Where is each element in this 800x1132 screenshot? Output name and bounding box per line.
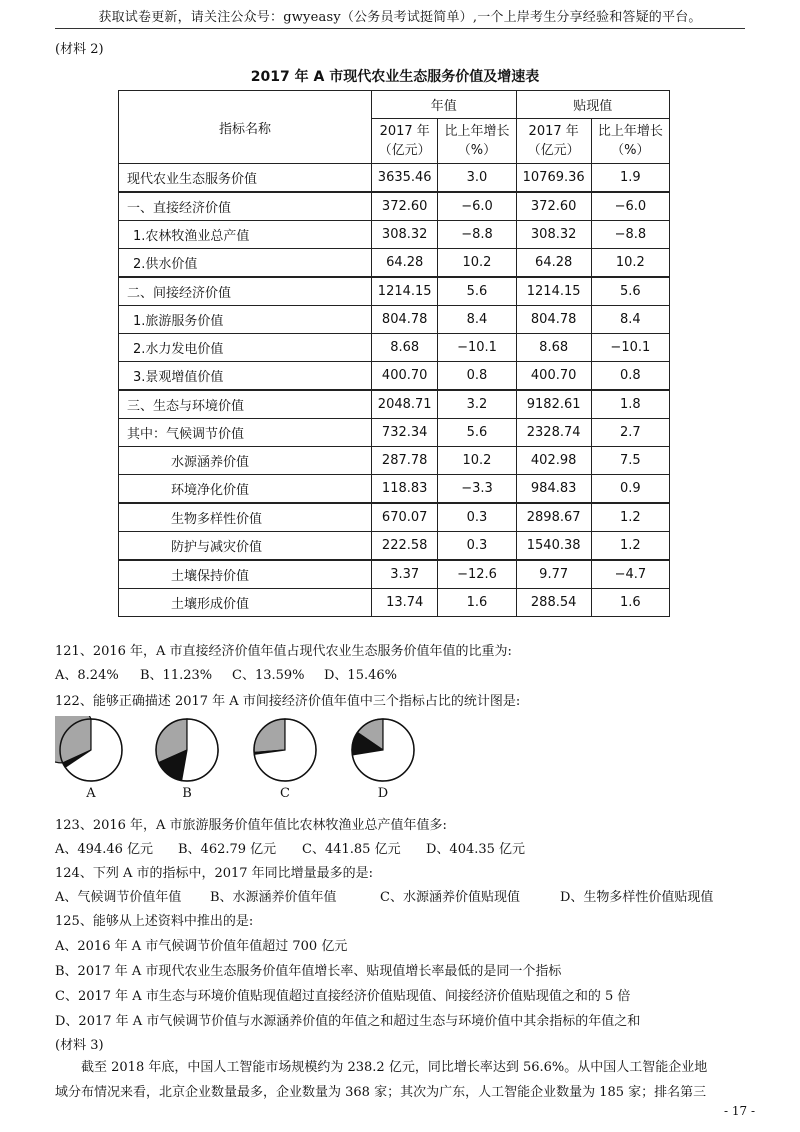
row-discounted-value: 372.60 (516, 192, 591, 221)
row-annual-value: 287.78 (372, 447, 438, 475)
question-121-option-d[interactable]: D、15.46% (324, 668, 397, 683)
row-annual-value: 308.32 (372, 221, 438, 249)
question-123-stem: 123、2016 年，A 市旅游服务价值年值比农林牧渔业总产值年值多: (55, 818, 447, 833)
row-discounted-value: 804.78 (516, 306, 591, 334)
row-annual-value: 804.78 (372, 306, 438, 334)
question-125-option-c[interactable]: C、2017 年 A 市生态与环境价值贴现值超过直接经济价值贴现值、间接经济价值贴现值之和的 5 倍 (55, 989, 631, 1004)
row-discounted-value: 402.98 (516, 447, 591, 475)
table-row (119, 362, 670, 391)
row-discounted-growth: −6.0 (591, 192, 669, 221)
row-discounted-value: 2328.74 (516, 419, 591, 447)
row-indicator-name: 1.农林牧渔业总产值 (119, 221, 372, 249)
question-121-option-b[interactable]: B、11.23% (140, 668, 213, 683)
row-discounted-growth: 1.2 (591, 503, 669, 532)
row-discounted-value: 984.83 (516, 475, 591, 504)
pie-chart-d[interactable] (352, 719, 414, 781)
row-indicator-name: 一、直接经济价值 (119, 192, 372, 221)
question-121-option-a[interactable]: A、8.24% (55, 668, 119, 683)
row-indicator-name: 二、间接经济价值 (119, 277, 372, 306)
row-annual-growth: −12.6 (438, 560, 516, 589)
row-annual-growth: 1.6 (438, 589, 516, 617)
question-123-option-d[interactable]: D、404.35 亿元 (426, 842, 526, 857)
row-discounted-growth: 1.2 (591, 532, 669, 561)
question-125-option-d[interactable]: D、2017 年 A 市气候调节价值与水源涵养价值的年值之和超过生态与环境价值中其余指标的年值之和 (55, 1014, 641, 1029)
row-annual-growth: 0.3 (438, 532, 516, 561)
row-indicator-name: 水源涵养价值 (119, 447, 372, 475)
col-group-discounted: 贴现值 (516, 91, 669, 119)
row-discounted-growth: 1.6 (591, 589, 669, 617)
material-2-label: (材料 2) (55, 42, 104, 57)
row-annual-value: 222.58 (372, 532, 438, 561)
col-discounted-growth: 比上年增长 （%） (591, 119, 669, 164)
row-annual-growth: −3.3 (438, 475, 516, 504)
row-annual-value: 8.68 (372, 334, 438, 362)
question-123-option-a[interactable]: A、494.46 亿元 (55, 842, 154, 857)
question-121-option-c[interactable]: C、13.59% (232, 668, 305, 683)
pie-chart-b[interactable] (156, 719, 218, 781)
question-125-stem: 125、能够从上述资料中推出的是: (55, 914, 254, 929)
pie-chart-options (55, 716, 415, 806)
row-annual-growth: 10.2 (438, 249, 516, 278)
row-annual-growth: −6.0 (438, 192, 516, 221)
row-annual-growth: 3.0 (438, 164, 516, 193)
material-3-line-1: 截至 2018 年底，中国人工智能市场规模约为 238.2 亿元，同比增长率达到 56.6%。从中国人工智能企业地 (81, 1060, 708, 1075)
row-discounted-value: 10769.36 (516, 164, 591, 193)
header-divider (55, 28, 745, 29)
question-124-option-a[interactable]: A、气候调节价值年值 (55, 890, 182, 905)
row-discounted-growth: 1.8 (591, 390, 669, 419)
table-row (119, 164, 670, 193)
table-row (119, 447, 670, 475)
question-122-stem: 122、能够正确描述 2017 年 A 市间接经济价值年值中三个指标占比的统计图是: (55, 694, 521, 709)
row-indicator-name: 生物多样性价值 (119, 503, 372, 532)
row-discounted-growth: 0.9 (591, 475, 669, 504)
row-discounted-growth: 10.2 (591, 249, 669, 278)
question-124-option-b[interactable]: B、水源涵养价值年值 (210, 890, 337, 905)
page-number: - 17 - (724, 1104, 756, 1118)
row-annual-value: 64.28 (372, 249, 438, 278)
row-annual-growth: 10.2 (438, 447, 516, 475)
row-annual-value: 118.83 (372, 475, 438, 504)
row-discounted-growth: −10.1 (591, 334, 669, 362)
col-annual-year: 2017 年 （亿元） (372, 119, 438, 164)
table-row (119, 192, 670, 221)
row-indicator-name: 其中：气候调节价值 (119, 419, 372, 447)
row-annual-value: 13.74 (372, 589, 438, 617)
row-indicator-name: 土壤形成价值 (119, 589, 372, 617)
col-discounted-year: 2017 年 （亿元） (516, 119, 591, 164)
row-annual-growth: 5.6 (438, 419, 516, 447)
pie-label-b: B (182, 786, 192, 801)
row-discounted-value: 400.70 (516, 362, 591, 391)
row-annual-growth: 0.8 (438, 362, 516, 391)
table-row (119, 306, 670, 334)
row-discounted-growth: 1.9 (591, 164, 669, 193)
row-annual-value: 2048.71 (372, 390, 438, 419)
table-row (119, 589, 670, 617)
table-row (119, 249, 670, 278)
row-annual-growth: 0.3 (438, 503, 516, 532)
question-124-stem: 124、下列 A 市的指标中，2017 年同比增量最多的是: (55, 866, 374, 881)
table-row (119, 277, 670, 306)
row-annual-growth: −10.1 (438, 334, 516, 362)
row-discounted-value: 8.68 (516, 334, 591, 362)
row-discounted-growth: 5.6 (591, 277, 669, 306)
row-indicator-name: 三、生态与环境价值 (119, 390, 372, 419)
row-indicator-name: 1.旅游服务价值 (119, 306, 372, 334)
table-row (119, 221, 670, 249)
row-annual-value: 400.70 (372, 362, 438, 391)
row-indicator-name: 2.供水价值 (119, 249, 372, 278)
row-discounted-value: 1214.15 (516, 277, 591, 306)
row-discounted-value: 308.32 (516, 221, 591, 249)
table-row (119, 560, 670, 589)
row-discounted-value: 2898.67 (516, 503, 591, 532)
question-125-option-a[interactable]: A、2016 年 A 市气候调节价值年值超过 700 亿元 (55, 939, 348, 954)
row-discounted-growth: 0.8 (591, 362, 669, 391)
row-indicator-name: 3.景观增值价值 (119, 362, 372, 391)
row-annual-value: 3.37 (372, 560, 438, 589)
row-annual-value: 3635.46 (372, 164, 438, 193)
data-table (118, 90, 670, 617)
pie-chart-a[interactable] (55, 716, 122, 781)
row-discounted-value: 9.77 (516, 560, 591, 589)
table-row (119, 475, 670, 504)
row-discounted-growth: 8.4 (591, 306, 669, 334)
row-discounted-growth: 7.5 (591, 447, 669, 475)
table-row (119, 334, 670, 362)
question-125-option-b[interactable]: B、2017 年 A 市现代农业生态服务价值年值增长率、贴现值增长率最低的是同一个指标 (55, 964, 562, 979)
row-indicator-name: 现代农业生态服务价值 (119, 164, 372, 193)
row-indicator-name: 防护与减灾价值 (119, 532, 372, 561)
row-discounted-value: 288.54 (516, 589, 591, 617)
row-discounted-value: 9182.61 (516, 390, 591, 419)
row-annual-growth: 8.4 (438, 306, 516, 334)
row-annual-growth: −8.8 (438, 221, 516, 249)
table-title: 2017 年 A 市现代农业生态服务价值及增速表 (250, 69, 540, 85)
row-annual-value: 732.34 (372, 419, 438, 447)
row-discounted-growth: −4.7 (591, 560, 669, 589)
table-row (119, 503, 670, 532)
row-annual-growth: 5.6 (438, 277, 516, 306)
row-annual-growth: 3.2 (438, 390, 516, 419)
col-group-annual: 年值 (372, 91, 517, 119)
material-3-label: (材料 3) (55, 1038, 104, 1053)
row-indicator-name: 土壤保持价值 (119, 560, 372, 589)
question-123-option-c[interactable]: C、441.85 亿元 (302, 842, 401, 857)
pie-chart-c[interactable] (254, 719, 316, 781)
question-123-option-b[interactable]: B、462.79 亿元 (178, 842, 277, 857)
col-indicator-header: 指标名称 (119, 91, 372, 164)
pie-label-c: C (280, 786, 290, 801)
question-121-stem: 121、2016 年，A 市直接经济价值年值占现代农业生态服务价值年值的比重为: (55, 644, 512, 659)
row-annual-value: 1214.15 (372, 277, 438, 306)
question-124-option-c[interactable]: C、水源涵养价值贴现值 (380, 890, 520, 905)
table-row (119, 390, 670, 419)
row-discounted-growth: −8.8 (591, 221, 669, 249)
page-header: 获取试卷更新，请关注公众号：gwyeasy（公务员考试挺简单）,一个上岸考生分享经验和答疑的平台。 (98, 10, 702, 25)
row-indicator-name: 环境净化价值 (119, 475, 372, 504)
table-row (119, 419, 670, 447)
table-row (119, 532, 670, 561)
material-3-line-2: 域分布情况来看，北京企业数量最多，企业数量为 368 家；其次为广东，人工智能企业数量为 185 家；排名第三 (55, 1085, 707, 1100)
row-annual-value: 372.60 (372, 192, 438, 221)
row-annual-value: 670.07 (372, 503, 438, 532)
row-indicator-name: 2.水力发电价值 (119, 334, 372, 362)
col-annual-growth: 比上年增长 （%） (438, 119, 516, 164)
row-discounted-value: 64.28 (516, 249, 591, 278)
pie-label-d: D (377, 786, 389, 801)
question-124-option-d[interactable]: D、生物多样性价值贴现值 (560, 890, 714, 905)
row-discounted-growth: 2.7 (591, 419, 669, 447)
row-discounted-value: 1540.38 (516, 532, 591, 561)
pie-label-a: A (86, 786, 96, 801)
